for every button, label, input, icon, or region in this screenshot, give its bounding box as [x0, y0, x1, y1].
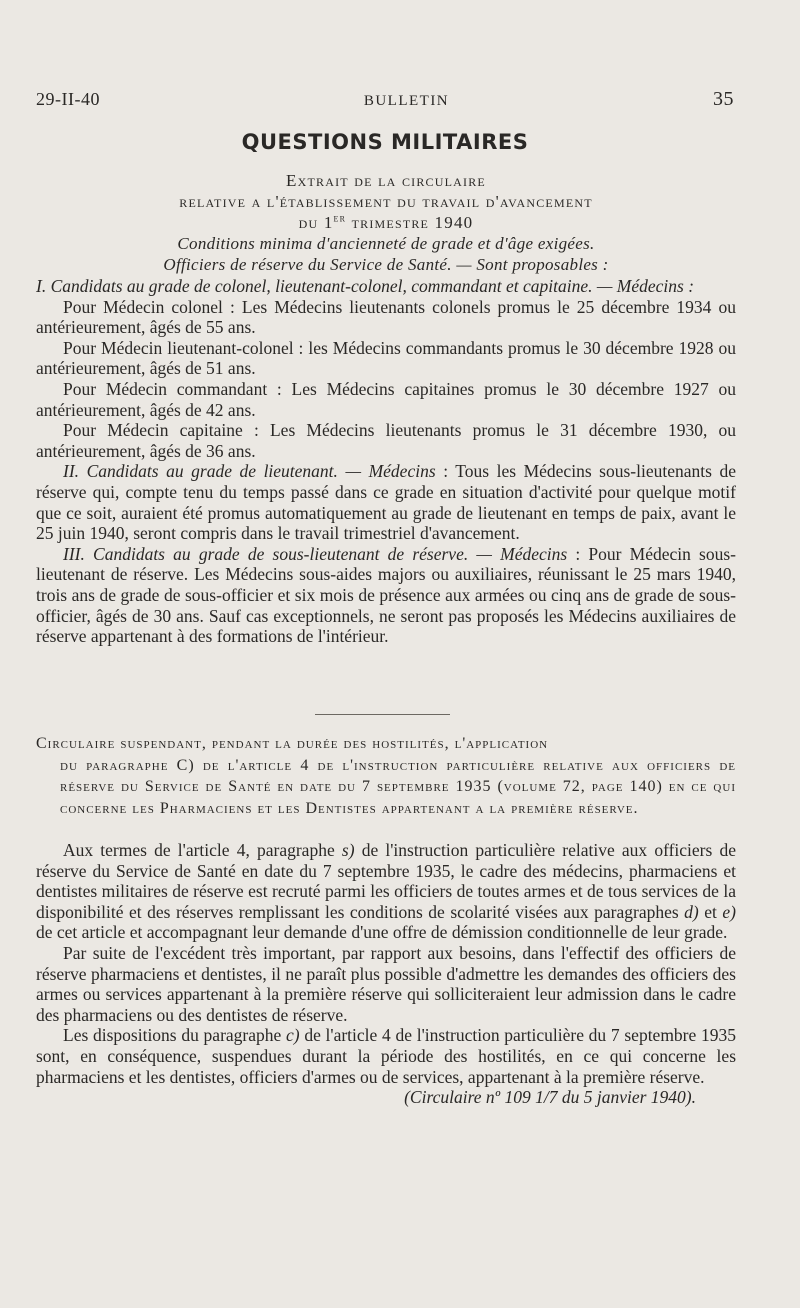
circular-paragraph-3 — [36, 1025, 736, 1087]
extract-line-3 — [36, 212, 736, 233]
running-header — [36, 88, 734, 111]
cp1-a: Aux termes de l'article 4, paragraphe — [63, 840, 342, 860]
circular-title-line-1: Circulaire suspendant, pendant la durée des hostilités, l'application — [36, 735, 549, 752]
extract-line-2: relative a l'établissement du travail d'avancement — [179, 192, 593, 211]
officers-line: Officiers de réserve du Service de Santé. — Sont proposables : — [163, 255, 609, 274]
page-number: 35 — [713, 88, 734, 110]
circular-paragraph-2: Par suite de l'excédent très important, par rapport aux besoins, dans l'effectif des officiers de réserve pharmaciens et dentistes, il ne paraît plus possible d'admettre les demandes des officiers des armes ou services appartenant à la première réserve qui solliciteraient leur admission dans le cadre des pharmaciens ou des dentistes de réserve. — [36, 942, 736, 1025]
extract-line-3-pre: du 1 — [298, 213, 334, 232]
part1-paragraph-1: Pour Médecin colonel : Les Médecins lieutenants colonels promus le 25 décembre 1934 ou antérieurement, âgés de 55 ans. — [36, 296, 736, 338]
part2-heading: II. Candidats au grade de lieutenant. — Médecins — [63, 461, 436, 482]
section-title: QUESTIONS MILITAIRES — [241, 130, 529, 154]
circular-signature: (Circulaire nº 109 1/7 du 5 janvier 1940). — [404, 1087, 696, 1108]
circular-paragraph-1 — [36, 840, 736, 943]
cp1-d: d) — [684, 901, 699, 922]
extract-heading — [36, 170, 736, 275]
part1-paragraph-4: Pour Médecin capitaine : Les Médecins lieutenants promus le 31 décembre 1930, ou antérieurement, âgés de 36 ans. — [36, 420, 736, 461]
circular-title-rest: du paragraphe C) de l'article 4 de l'instruction particulière relative aux officiers de réserve du Service de Santé en date du 7 septembre 1935 (volume 72, page 140) en ce qui concerne les Pharmaciens et les Dentistes appartenant a la première réserve. — [60, 756, 736, 817]
circular-title — [36, 733, 736, 819]
extract-line-1: Extrait de la circulaire — [286, 171, 486, 190]
cp3-b: de l'article 4 de l'instruction particulière du 7 septembre 1935 sont, en conséquence, suspendues durant la période des hostilités, en ce qui concerne les pharmaciens et les dentistes, officiers d'armes ou de services, appartenant à la première réserve. — [36, 1025, 736, 1087]
part1-paragraph-3: Pour Médecin commandant : Les Médecins capitaines promus le 30 décembre 1927 ou antérieurement, âgés de 42 ans. — [36, 378, 736, 420]
header-title: BULLETIN — [363, 93, 450, 109]
part1-heading — [36, 276, 736, 297]
cp1-e: e) — [722, 901, 736, 922]
part1-paragraph-2: Pour Médecin lieutenant-colonel : les Médecins commandants promus le 30 décembre 1928 ou antérieurement, âgés de 51 ans. — [36, 337, 736, 379]
part3-paragraph — [36, 544, 736, 647]
cp1-c: et — [698, 901, 723, 922]
part2-paragraph — [36, 461, 736, 543]
cp3-a: Les dispositions du paragraphe — [63, 1025, 286, 1046]
cp1-b: de l'instruction particulière relative aux officiers de réserve du Service de Santé en date du 7 septembre 1935, le cadre des médecins, pharmaciens et dentistes militaires de réserve est recruté parmi les officiers de toutes armes et de tous services de la disponibilité et des réserves remplissant les conditions de scolarité visées aux paragraphes — [36, 840, 736, 922]
cp1-end: de cet article et accompagnant leur demande d'une offre de démission conditionnelle de leur grade. — [36, 922, 728, 943]
part3-text: : Pour Médecin sous-lieutenant de réserve. Les Médecins sous-aides majors ou auxiliaires, réunissant le 25 mars 1940, trois ans de grade de sous-officier et six mois de présence aux armées ou cinq ans de grade de sous-officier, âgés de 30 ans. Sauf cas exceptionnels, ne seront pas proposés les Médecins auxiliaires de réserve appartenant à des formations de l'intérieur. — [36, 543, 736, 647]
conditions-line: Conditions minima d'ancienneté de grade et d'âge exigées. — [177, 234, 595, 253]
extract-line-3-sup: er — [333, 212, 347, 225]
header-date: 29-II-40 — [36, 89, 100, 109]
circular-body — [36, 840, 736, 1108]
cp1-s: s) — [341, 840, 355, 860]
proposals-body — [36, 276, 736, 647]
extract-line-3-post: trimestre 1940 — [346, 213, 474, 232]
section-divider — [315, 714, 450, 715]
part1-heading-text: I. Candidats au grade de colonel, lieutenant-colonel, commandant et capitaine. — Médecins : — [36, 276, 695, 296]
part3-heading: III. Candidats au grade de sous-lieutenant de réserve. — Médecins — [63, 543, 568, 564]
cp3-c: c) — [286, 1025, 300, 1046]
part2-text: : Tous les Médecins sous-lieutenants de réserve qui, compte tenu du temps passé dans ce grade en situation d'activité pour quelque motif que ce soit, auraient été promus automatiquement au grade de lieutenant en temps de paix, avant le 25 juin 1940, seront compris dans le travail trimestriel d'avancement. — [36, 461, 736, 544]
